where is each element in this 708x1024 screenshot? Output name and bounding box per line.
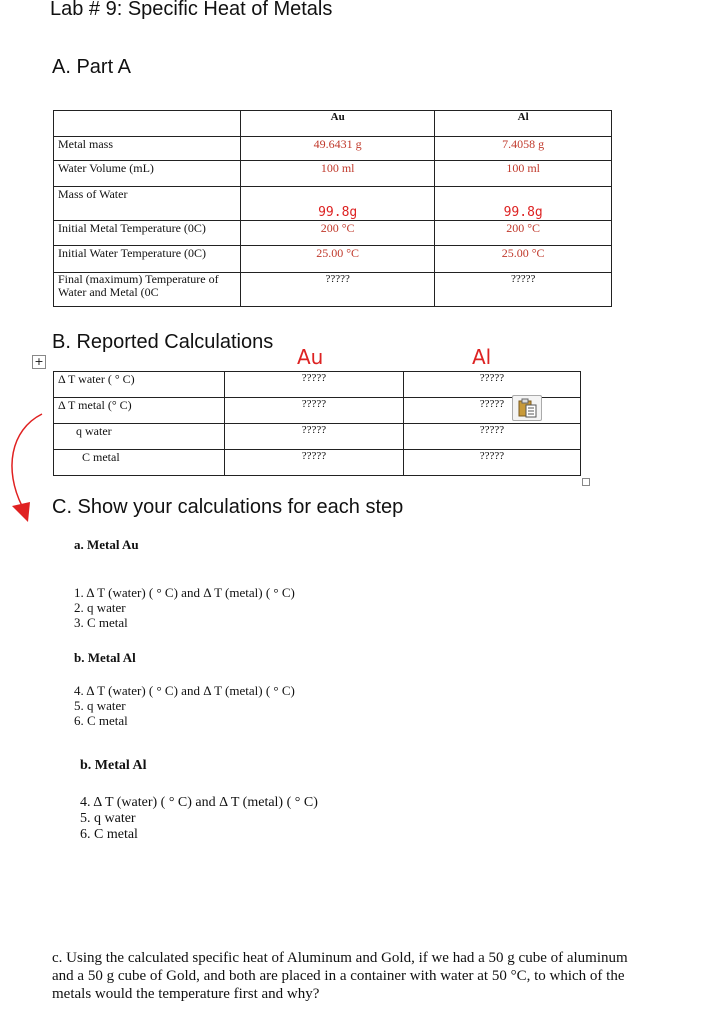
handwritten-al: Al xyxy=(472,345,492,369)
cell-au-final-temp[interactable]: ????? xyxy=(241,273,435,307)
column-header-au: Au xyxy=(241,111,435,137)
handwritten-au: Au xyxy=(297,345,324,369)
list-item: 6. C metal xyxy=(74,713,128,728)
row-label-metal-mass: Metal mass xyxy=(54,137,241,161)
list-item: 4. Δ T (water) ( ° C) and Δ T (metal) ( ° C) xyxy=(74,683,295,698)
step-list-au xyxy=(74,585,295,630)
list-item: 2. q water xyxy=(74,600,126,615)
cell-al-q-water[interactable]: ????? xyxy=(404,424,581,450)
list-item: 1. Δ T (water) ( ° C) and Δ T (metal) ( ° C) xyxy=(74,585,295,600)
cell-au-delta-t-water[interactable]: ????? xyxy=(225,372,404,398)
row-label-delta-t-metal: Δ T metal (° C) xyxy=(54,398,225,424)
part-b-table xyxy=(53,371,581,476)
list-item: 5. q water xyxy=(80,811,136,826)
cell-al-mass-water[interactable]: 99.8g xyxy=(435,187,612,221)
part-c-heading: C. Show your calculations for each step xyxy=(52,496,404,518)
row-label-initial-metal-temp: Initial Metal Temperature (0C) xyxy=(54,221,241,246)
red-arrow-annotation-icon xyxy=(0,410,60,525)
part-b-heading: B. Reported Calculations xyxy=(52,331,274,353)
cell-al-initial-water-temp[interactable]: 25.00 °C xyxy=(435,246,612,273)
list-item: 4. Δ T (water) ( ° C) and Δ T (metal) ( ° C) xyxy=(80,795,318,810)
step-list-al-2 xyxy=(80,795,318,843)
part-a-heading: A. Part A xyxy=(52,56,131,78)
row-label-q-water: q water xyxy=(54,424,225,450)
cell-au-initial-water-temp[interactable]: 25.00 °C xyxy=(241,246,435,273)
row-label-final-temp: Final (maximum) Temperature of Water and Metal (0C xyxy=(54,273,241,307)
part-a-table xyxy=(53,110,612,307)
cell-al-initial-metal-temp[interactable]: 200 °C xyxy=(435,221,612,246)
cell-au-delta-t-metal[interactable]: ????? xyxy=(225,398,404,424)
cell-al-final-temp[interactable]: ????? xyxy=(435,273,612,307)
row-label-water-volume: Water Volume (mL) xyxy=(54,161,241,187)
table-resize-handle-icon[interactable] xyxy=(582,478,590,486)
cell-al-c-metal[interactable]: ????? xyxy=(404,450,581,476)
cell-au-c-metal[interactable]: ????? xyxy=(225,450,404,476)
sub-heading-metal-al: b. Metal Al xyxy=(74,650,136,665)
cell-au-mass-water[interactable]: 99.8g xyxy=(241,187,435,221)
row-label-initial-water-temp: Initial Water Temperature (0C) xyxy=(54,246,241,273)
sub-heading-metal-au: a. Metal Au xyxy=(74,537,139,552)
list-item: 3. C metal xyxy=(74,615,128,630)
cell-au-initial-metal-temp[interactable]: 200 °C xyxy=(241,221,435,246)
cell-al-metal-mass[interactable]: 7.4058 g xyxy=(435,137,612,161)
row-label-mass-water: Mass of Water xyxy=(54,187,241,221)
cell-al-delta-t-water[interactable]: ????? xyxy=(404,372,581,398)
cell-al-water-volume[interactable]: 100 ml xyxy=(435,161,612,187)
cell-au-water-volume[interactable]: 100 ml xyxy=(241,161,435,187)
row-label-delta-t-water: Δ T water ( ° C) xyxy=(54,372,225,398)
paste-options-icon[interactable] xyxy=(512,395,542,421)
cell-al-delta-t-metal[interactable]: ????? xyxy=(404,398,581,424)
column-header-al: Al xyxy=(435,111,612,137)
list-item: 5. q water xyxy=(74,698,126,713)
cell-au-q-water[interactable]: ????? xyxy=(225,424,404,450)
step-list-al xyxy=(74,683,295,728)
cell-au-metal-mass[interactable]: 49.6431 g xyxy=(241,137,435,161)
question-c: c. Using the calculated specific heat of Aluminum and Gold, if we had a 50 g cube of aluminum and a 50 g cube of Gold, and both are placed in a container with water at 50 °C, to which of the metals would the temperature first and why? xyxy=(52,950,628,1002)
sub-heading-metal-al-2: b. Metal Al xyxy=(80,758,147,773)
table-move-handle-icon[interactable]: + xyxy=(32,355,46,369)
document-title: Lab # 9: Specific Heat of Metals xyxy=(50,0,333,20)
list-item: 6. C metal xyxy=(80,827,138,842)
row-label-c-metal: C metal xyxy=(54,450,225,476)
